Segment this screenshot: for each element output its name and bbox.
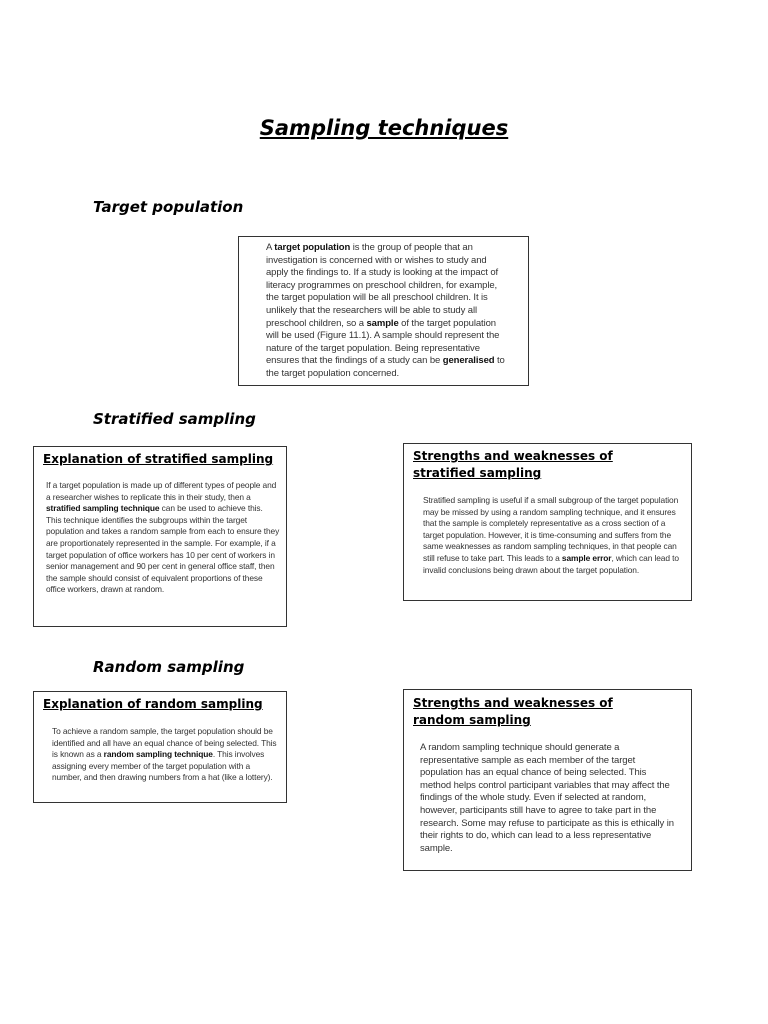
random-strengths-heading: Strengths and weaknesses of random sampling xyxy=(413,696,613,727)
random-explanation-text: To achieve a random sample, the target population should be identified and all have an equal chance of being selected. This is known as a random sampling technique. This involves assigning every member of the target population with a number, and then drawing numbers from a hat (like a lottery). xyxy=(52,726,277,783)
term-sample-error: sample error xyxy=(561,552,612,563)
random-strengths-text: A random sampling technique should generate a representative sample as each member of the target population has an equal chance of being selected. This method helps control participant variables that may affect the findings of the whole study. Even if selected at random, however, participants still have to agree to take part in the research. Some may refuse to participate as this is ethically in their rights to do, which can lead to a less representative sample. xyxy=(420,742,674,854)
stratified-strengths-heading: Strengths and weaknesses of stratified sampling xyxy=(413,449,613,480)
target-population-text: A target population is the group of people that an investigation is concerned with or wishes to study and apply the findings to. If a study is looking at the impact of literacy programmes on preschool children, for example, the target population will be all preschool children. It is unlikely that the researchers will be able to study all preschool children, so a sample of the target population will be used (Figure 11.1). A sample should represent the nature of the target population. Being representative ensures that the findings of a study can be generalised to the target population concerned. xyxy=(266,242,505,379)
stratified-explanation-heading: Explanation of stratified sampling xyxy=(43,452,274,466)
term-sample: sample xyxy=(366,317,399,329)
page-title: Sampling techniques xyxy=(259,116,509,140)
target-population-box xyxy=(238,236,529,386)
stratified-sampling-heading: Stratified sampling xyxy=(93,410,256,428)
stratified-explanation-text: If a target population is made up of different types of people and a researcher wishes to replicate this in their study, then a stratified sampling technique can be used to achieve this. This technique identifies the subgroups within the target population and takes a random sample from each to ensure they are proportionately represented in the sample. For example, if a target population of office workers has 10 per cent of workers in senior management and 90 per cent in general office staff, then the sample should consist of equivalent proportions of these office workers, drawn at random. xyxy=(46,480,280,595)
target-population-heading: Target population xyxy=(93,198,244,216)
stratified-explanation-box xyxy=(33,446,287,627)
term-generalised: generalised xyxy=(442,355,495,367)
stratified-strengths-text: Stratified sampling is useful if a small subgroup of the target population may be missed by using a random sampling technique, and it ensures that the sample is completely representative as a cross section of a target population. However, it is time-consuming and suffers from the same weaknesses as random sampling techniques, in that people can still refuse to take part. This leads to a sample error, which can lead to invalid conclusions being drawn about the target population. xyxy=(423,495,679,575)
random-strengths-box xyxy=(403,689,692,871)
random-sampling-heading: Random sampling xyxy=(93,658,245,676)
random-explanation-box xyxy=(33,691,287,803)
random-explanation-heading: Explanation of random sampling xyxy=(43,697,263,711)
term-stratified-sampling-technique: stratified sampling technique xyxy=(46,503,160,514)
term-random-sampling-technique: random sampling technique xyxy=(103,749,213,760)
stratified-strengths-box xyxy=(403,443,692,601)
term-target-population: target population xyxy=(274,242,351,253)
